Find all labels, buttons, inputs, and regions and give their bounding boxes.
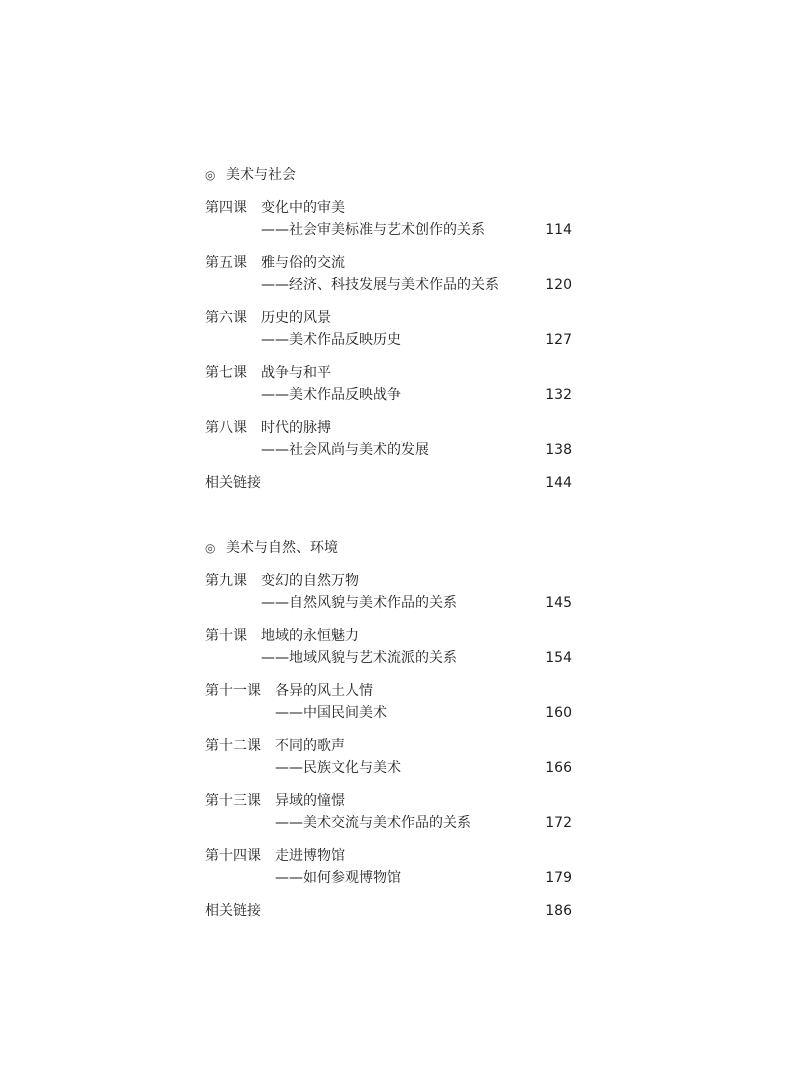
lesson-label: 第四课 xyxy=(205,200,247,216)
lesson-title: 不同的歌声 xyxy=(275,738,345,754)
lesson-title: 变幻的自然万物 xyxy=(261,573,359,589)
lesson-title-row xyxy=(205,847,572,865)
related-links-label: 相关链接 xyxy=(205,903,261,919)
lesson-title: 雅与俗的交流 xyxy=(261,255,345,271)
page-number: 179 xyxy=(545,870,572,886)
lesson-label: 第十课 xyxy=(205,628,247,644)
lesson-subtitle: ——如何参观博物馆 xyxy=(275,870,401,886)
page-number: 132 xyxy=(545,387,572,403)
lesson-title-row xyxy=(205,737,572,755)
lesson-label: 第十二课 xyxy=(205,738,261,754)
lesson-title-row xyxy=(205,199,572,217)
lesson-title: 异域的憧憬 xyxy=(275,793,345,809)
lesson-title: 时代的脉搏 xyxy=(261,420,331,436)
lesson-title-row xyxy=(205,254,572,272)
lesson-subtitle: ——社会审美标准与艺术创作的关系 xyxy=(261,222,485,238)
lesson-title: 历史的风景 xyxy=(261,310,331,326)
section-title xyxy=(205,539,338,557)
lesson-subtitle: ——中国民间美术 xyxy=(275,705,387,721)
page-number: 144 xyxy=(545,475,572,491)
lesson-title-row xyxy=(205,364,572,382)
lesson-label: 第十一课 xyxy=(205,683,261,699)
page-number: 154 xyxy=(545,650,572,666)
related-links-label: 相关链接 xyxy=(205,475,261,491)
lesson-title-row xyxy=(205,627,572,645)
section-title-text: 美术与自然、环境 xyxy=(226,540,338,556)
page-number: 127 xyxy=(545,332,572,348)
lesson-label: 第五课 xyxy=(205,255,247,271)
lesson-title-row xyxy=(205,572,572,590)
bullseye-icon: ◎ xyxy=(205,168,216,182)
lesson-title: 各异的风土人情 xyxy=(275,683,373,699)
related-links-row xyxy=(205,902,572,920)
lesson-subtitle: ——美术作品反映战争 xyxy=(261,387,401,403)
page-number: 172 xyxy=(545,815,572,831)
lesson-label: 第七课 xyxy=(205,365,247,381)
lesson-title-row xyxy=(205,309,572,327)
page-number: 114 xyxy=(545,222,572,238)
page-number: 160 xyxy=(545,705,572,721)
related-links-row xyxy=(205,474,572,492)
lesson-label: 第十三课 xyxy=(205,793,261,809)
page-number: 166 xyxy=(545,760,572,776)
page-number: 186 xyxy=(545,903,572,919)
lesson-title: 战争与和平 xyxy=(261,365,331,381)
lesson-title-row xyxy=(205,419,572,437)
page-number: 145 xyxy=(545,595,572,611)
lesson-title: 变化中的审美 xyxy=(261,200,345,216)
lesson-subtitle: ——民族文化与美术 xyxy=(275,760,401,776)
lesson-subtitle: ——美术交流与美术作品的关系 xyxy=(275,815,471,831)
lesson-subtitle: ——经济、科技发展与美术作品的关系 xyxy=(261,277,499,293)
lesson-title: 走进博物馆 xyxy=(275,848,345,864)
lesson-label: 第六课 xyxy=(205,310,247,326)
lesson-title-row xyxy=(205,792,572,810)
section-title xyxy=(205,166,296,184)
lesson-title: 地域的永恒魅力 xyxy=(261,628,359,644)
lesson-subtitle: ——地域风貌与艺术流派的关系 xyxy=(261,650,457,666)
page-number: 120 xyxy=(545,277,572,293)
lesson-subtitle: ——美术作品反映历史 xyxy=(261,332,401,348)
lesson-label: 第十四课 xyxy=(205,848,261,864)
section-title-text: 美术与社会 xyxy=(226,167,296,183)
page-number: 138 xyxy=(545,442,572,458)
lesson-subtitle: ——社会风尚与美术的发展 xyxy=(261,442,429,458)
lesson-title-row xyxy=(205,682,572,700)
bullseye-icon: ◎ xyxy=(205,541,216,555)
lesson-label: 第九课 xyxy=(205,573,247,589)
lesson-subtitle: ——自然风貌与美术作品的关系 xyxy=(261,595,457,611)
lesson-label: 第八课 xyxy=(205,420,247,436)
